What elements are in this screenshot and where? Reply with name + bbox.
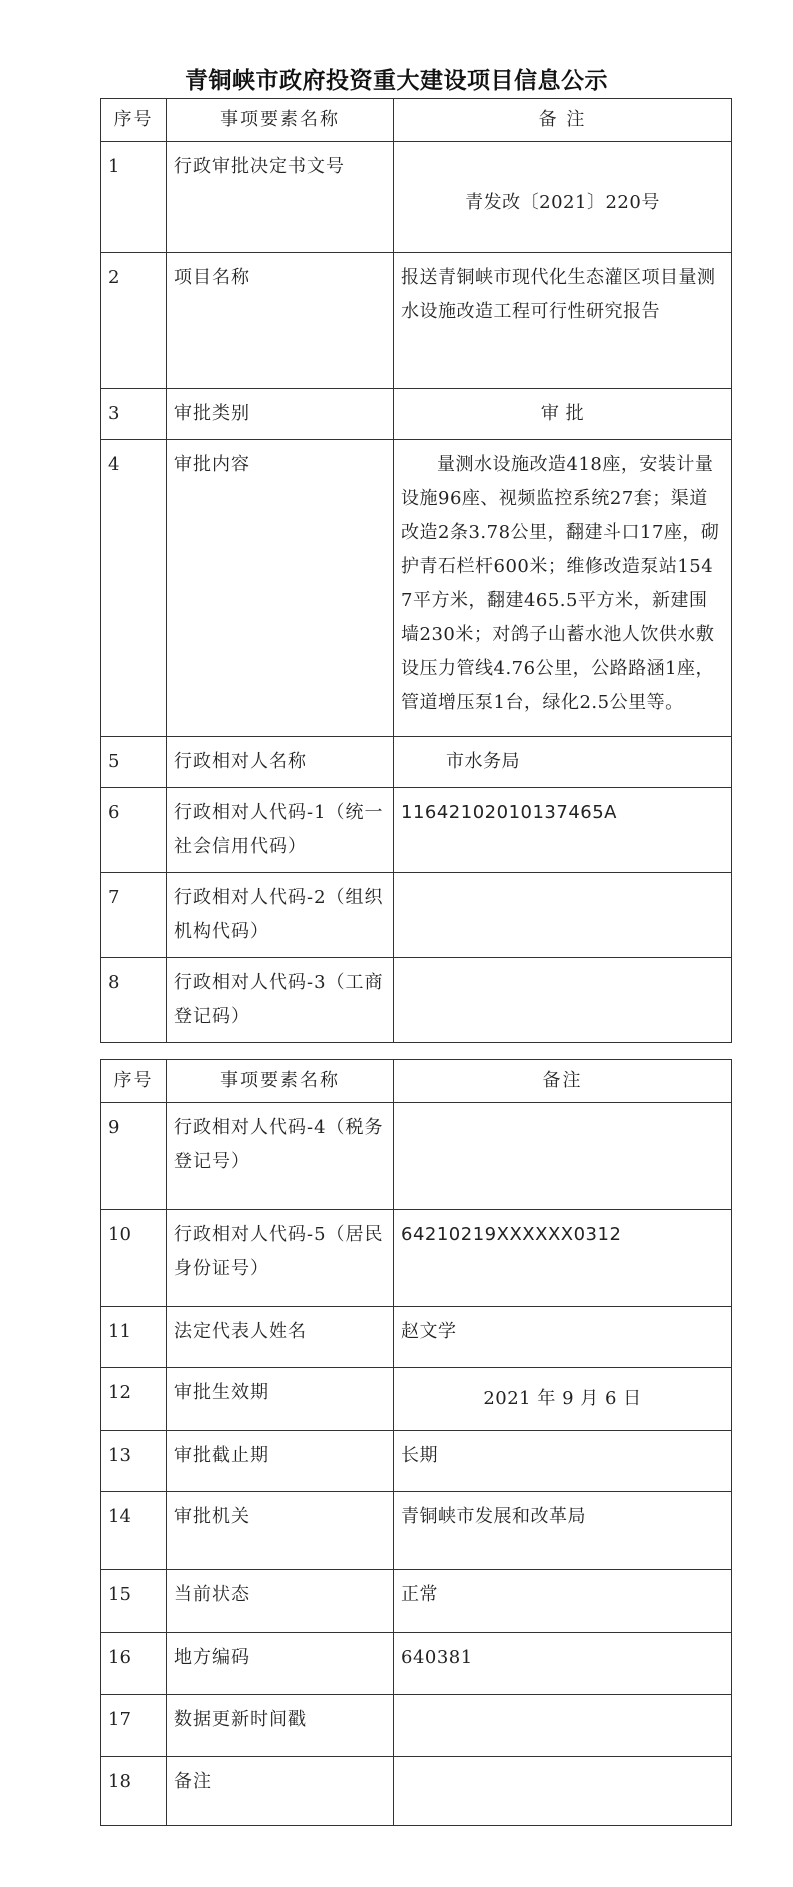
- row-note: 2021 年 9 月 6 日: [394, 1368, 732, 1431]
- table-row: [101, 737, 732, 788]
- row-name: 地方编码: [167, 1633, 394, 1695]
- row-num: 1: [101, 142, 167, 253]
- header-num: 序号: [101, 1060, 167, 1103]
- row-name: 行政相对人名称: [167, 737, 394, 788]
- row-note: [394, 958, 732, 1043]
- row-note: 量测水设施改造418座，安装计量设施96座、视频监控系统27套；渠道改造2条3.78公里，翻建斗口17座，砌护青石栏杆600米；维修改造泵站1547平方米，翻建465.5平方米，新建围墙230米；对鸽子山蓄水池人饮供水敷设压力管线4.76公里，公路路涵1座，管道增压泵1台，绿化2.5公里等。: [394, 440, 732, 737]
- table-row: [101, 1695, 732, 1757]
- table-row: [101, 1431, 732, 1492]
- row-note: 赵文学: [394, 1307, 732, 1368]
- table-row: [101, 1570, 732, 1633]
- row-note: 64210219XXXXXX0312: [394, 1210, 732, 1307]
- row-note: 审 批: [394, 389, 732, 440]
- document-title: 青铜峡市政府投资重大建设项目信息公示: [185, 68, 608, 94]
- row-num: 5: [101, 737, 167, 788]
- row-note: [394, 142, 732, 253]
- row-num: 18: [101, 1757, 167, 1826]
- header-note: 备注: [394, 1060, 732, 1103]
- table-header-row: [101, 99, 732, 142]
- table-row: [101, 958, 732, 1043]
- row-note: 报送青铜峡市现代化生态灌区项目量测水设施改造工程可行性研究报告: [394, 253, 732, 389]
- row-num: 13: [101, 1431, 167, 1492]
- row-name: 行政相对人代码-3（工商登记码）: [167, 958, 394, 1043]
- row-num: 10: [101, 1210, 167, 1307]
- row-note: 市水务局: [394, 737, 732, 788]
- row-note: 640381: [394, 1633, 732, 1695]
- row-name: 数据更新时间戳: [167, 1695, 394, 1757]
- row-name: 行政审批决定书文号: [167, 142, 394, 253]
- row-name: 行政相对人代码-4（税务登记号）: [167, 1103, 394, 1210]
- row-num: 2: [101, 253, 167, 389]
- table-row: [101, 1633, 732, 1695]
- table-row: [101, 253, 732, 389]
- row-note: 长期: [394, 1431, 732, 1492]
- header-note: 备 注: [394, 99, 732, 142]
- row-num: 4: [101, 440, 167, 737]
- header-name: 事项要素名称: [167, 1060, 394, 1103]
- row-note: 11642102010137465A: [394, 788, 732, 873]
- row-num: 11: [101, 1307, 167, 1368]
- row-name: 行政相对人代码-2（组织机构代码）: [167, 873, 394, 958]
- row-num: 15: [101, 1570, 167, 1633]
- row-note: 青铜峡市发展和改革局: [394, 1492, 732, 1570]
- row-name: 审批截止期: [167, 1431, 394, 1492]
- table-row: [101, 1368, 732, 1431]
- row-num: 9: [101, 1103, 167, 1210]
- table-row: [101, 1307, 732, 1368]
- row-note: [394, 1103, 732, 1210]
- row-name: 审批生效期: [167, 1368, 394, 1431]
- row-name: 审批机关: [167, 1492, 394, 1570]
- table-row: [101, 1492, 732, 1570]
- table-header-row: [101, 1060, 732, 1103]
- row-num: 6: [101, 788, 167, 873]
- row-num: 17: [101, 1695, 167, 1757]
- table-row: [101, 1757, 732, 1826]
- info-table-1: [100, 98, 732, 1043]
- row-name: 行政相对人代码-1（统一社会信用代码）: [167, 788, 394, 873]
- table-row: [101, 1103, 732, 1210]
- row-name: 当前状态: [167, 1570, 394, 1633]
- row-name: 项目名称: [167, 253, 394, 389]
- table-row: [101, 142, 732, 253]
- header-num: 序号: [101, 99, 167, 142]
- row-note: [394, 1695, 732, 1757]
- row-name: 行政相对人代码-5（居民身份证号）: [167, 1210, 394, 1307]
- row-name: 备注: [167, 1757, 394, 1826]
- row-note: [394, 873, 732, 958]
- row-num: 16: [101, 1633, 167, 1695]
- table-row: [101, 440, 732, 737]
- row-num: 8: [101, 958, 167, 1043]
- row-name: 审批类别: [167, 389, 394, 440]
- table-row: [101, 1210, 732, 1307]
- header-name: 事项要素名称: [167, 99, 394, 142]
- document-number: 青发改〔2021〕220号: [465, 192, 660, 213]
- table-row: [101, 389, 732, 440]
- row-num: 3: [101, 389, 167, 440]
- row-note: [394, 1757, 732, 1826]
- row-num: 12: [101, 1368, 167, 1431]
- table-row: [101, 788, 732, 873]
- table-row: [101, 873, 732, 958]
- row-name: 法定代表人姓名: [167, 1307, 394, 1368]
- info-table-2: [100, 1059, 732, 1826]
- row-note: 正常: [394, 1570, 732, 1633]
- row-num: 14: [101, 1492, 167, 1570]
- row-name: 审批内容: [167, 440, 394, 737]
- row-num: 7: [101, 873, 167, 958]
